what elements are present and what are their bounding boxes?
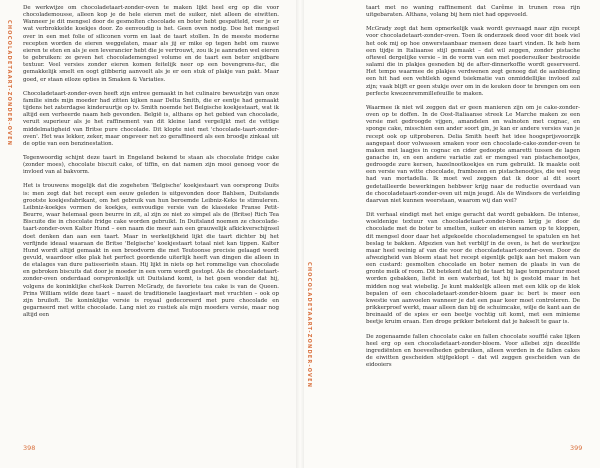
running-head: CHOCOLADETAART-ZONDER-OVEN (6, 20, 12, 147)
paragraph: taart met no waning raffinement dat Carême in trunen rosa rijn uitgebaraten. Althans, volang bij hem niet had opgevoeld. (366, 5, 580, 19)
paragraph: De werkwijze om chocoladetaart-zonder-oven te maken lijkt heel erg op die voor chocolademousse, alleen kop je de hele eieren met de suiker, niet alleen de eiwitten. Wanneer je dit mengsel door de gesmolten chocolade en boter hebt gespatteld, roer je er wat verbrokkelde koekjes door. Zo eenvoudig is het. Geen oven nodig. Doe het mengsel over in een met folie of siliconen vorm en laat de taart stollen. In de meeste moderne recepten worden de eieren weggelaten, maar als jij er mike op tegen hebt om rauwe eieren te eten en als je een leverancier hebt die je vertrouwt, zou ik je aanraden wel eieren te gebruiken: ze geven het chocolademengsel volume en de taart een beter snijdbare textuur. Veel versies zonder eieren komen feitelijk neer op een bovengrens-fuc, die gemakkelijk smelt en oogt glibberig aanvoelt als je er een stuk of plakje van pakt. Maar goed, er staan eiloze opties in Smaken & Variaties. (23, 5, 279, 83)
paragraph: Chocoladetaart-zonder-oven heeft zijn entree gemaakt in het culinaire bewustzijn van onze familie sinds mijn moeder had zitten kijken naar Delta Smith, die er eentje had gemaakt tijdens het zaterdagse kinderuurtje op tv. Smith noemde het Belgische koekjestaart, wat ik altijd een verheerde naam heb gevonden. België is, althans op het gebied van chocolade, veruit superieur als je het raffinement van dit kleine land vergelijkt met de vettige middelmatigheid van Britse pure chocolade. Dit klopte niet met 'chocolade-taart-zonder-oven'. Het was lekker, zeker, maar ongeveer net zo geraffineerd als een broodje zinkaal uit de optie van een benzinestation. (23, 90, 279, 147)
paragraph: Waarmee ik niet wil zeggen dat er geen manieren zijn om je cake-zonder-oven op te doffen. In de Oost-Italiaanse streek Le Marche maken ze een versie met gedroogde vijgen, amandelen en walnoten met cognac, en sponge cake, misschien een ander soort gin, je kan er andere versies van je recept ook op uitproberen. Delia Smith heeft het idee hoogsprijsvoorzijk aangepast door volwassen smaken voor een chocolade-cake-zonder-oven te maken met laagjes in cognac en cider gedoopte amaretti tussen de lagen ganache in, en een andere variatie zat er mengsel van pistachenootjes, gedroogde zure kersen, hazelnootkoekjes en rum gebruikt. Ik maakte ooit een versie van witte chocolade, frambozen en pistachenootjes, die wel weg had van mortadella. Ik moet wel zeggen dat ik door al dit soort gedetailleerde bewerkingen hebbwer krijg naar de reductie overdaad van de chocoladetaart-zonder-oven uit mijn jeugd. Als de Windsors de verleiding daarvan niet kunnen weerstaan, waarom wij dan wel? (366, 104, 580, 204)
page-number: 398 (23, 444, 36, 452)
book-gutter (296, 0, 304, 468)
right-page (300, 0, 600, 468)
body-text (23, 5, 279, 319)
body-text (366, 5, 580, 369)
running-head: CHOCOLADETAART-ZONDER-OVEN (306, 262, 312, 389)
paragraph: Het is trouwens mogelijk dat die zogeheten 'Belgische' koekjestaart van oorsprong Duits is: men zegt dat het recept een eeuw geleden is uitgevonden door Bahlsen, Duitslands grootste koekjesfabrikant, om het gebruik van hun beroemde Leibniz-Keks te stimuleren. Leibniz-koekjes vormen de koekjes, eenvoudige versie van de klassieke Franse Petit-Beurre, waar helemaal geen beurre in zit, al zijn ze niet zo simpel als de (Britse) Rich Tea Biscuite die in chocolate fridge cake worden gebruikt. In Duitsland noemen ze chocolade-taart-zonder-oven Kalter Hund – een naam die meer aan een grauwelijk afkickverschijnsel doet denken dan aan een taart. Maar in werkelijkheid lijkt die taart dichter bij het verfijnde ideaal waaraan de Britse 'Belgische' koekjestaart totaal niet kan tippen. Kalter Hund wordt altijd gemaakt in een broodvorm die met Teutoonse precisie gelaagd wordt gevuld, waardoor elke plak het perfect geordende uiterlijk heeft van dingen die alleen in de etalages van dure patisserieën staan. Hij lijkt in niets op het rommelige van chocolade en gebroken biscuits dat door je moeder in een vorm wordt gestopt. Als de chocoladetaart-zonder-oven onderdaad oorspronkelijk uit Duitsland komt, is het goen wonder dat hij, volgens de koninklijke chef-kok Darren McGrady, de favoriete tea cake is van de Queen. Prins William wilde deze taart – naast de traditionele laagjestaart met vruchten – ook op zijn bruiloft. De koninklijke versie is royaal gedecoreerd met pure chocolade en gegarneerd met witte chocolade. Lang niet zo rustiek als mijn moeders versie, maar nog altijd een (23, 183, 279, 319)
paragraph: McGrady zegt dat hem opmerkelijk vaak wordt gevraagd naar zijn recept voor chocoladetaart-zonder-oven. Toen ik onderzoek deed voor dit boek viel het ook mij op hoe onwerstaanbaar mensen deze taart vinden. Ik heb hem een tijdje in Italiaanse stijl gemaakt – dat wil zeggen, zonder pistache oftewel dergelijke versie – in de vorm van een met poedersuiker bestrooide salami die in plakjes gesneden bij de after-dinnerkoffie wordt geserveerd. Het tempo waarmee de plakjes verdwenen zegt genoeg dat de aanbieding een hit had een vehtlekh ogend tsiekmatie van onmiddellijke invloed zal zijn; vaak blijft er geen stukje over om in de keuken door te brengen om een perfecte kwezenremmillefeuille te maken. (366, 26, 580, 97)
paragraph: Dit verhaal eindigt met het enige geracht dat wordt gebakken. De intense, woeldenige textuur van chocoladetaart-zonder-bloem krijg je door de chocolade met de boter te smelten, suiker en eieren samen op te kloppen, dit mengsel door daar het afgekoelde chocolademengsel te spatulen en het beslag te bakken. Afgezien van het verblijf in de oven, is het de werkwijze maar heel weinig af van die voor de chocoladetaart-zonder-oven. Door de afwezigheid van bloem staat het recept eigenlijk gelijk aan het maken van een custard: gesmolten chocolade en boter nemen de plaats in van de gronte melk of room. Dit betekent dat hij de taart bij lage temperatuur moet worden gebakken, liefst in een waterbad, tot hij is gestold maar in het midden nog wat wiebelig. Je kunt makkelijk alleen met een klik op de klok bepalen of een chocoladetaart-zonder-bloem gaar is: bert is meer een kwestie van aanvoelen wanneer je dat een paar keer moet controleren. De prikkerproef werkt, maar alleen dan bij de schuimcake, wilje de kant aan de breinaald of de spies er een beetje vochtig uit komt, met een minieme beetje kruim eraan. Een droge prikker betekent dat je hakselt te gaar is. (366, 212, 580, 326)
page-number: 399 (570, 444, 583, 452)
paragraph: Tegenwoordig schijnt deze taart in Engeland bekend te staan als chocolate fridge cake (zonder moes), chocolate biscuit cake, of tiffin, en dat namen zijn mooi genoeg voor de invloed van al bakvorm. (23, 154, 279, 176)
paragraph: De zogenaamde fallen chocolate cake en fallen chocolate soufflé cake lijken heel erg op een chocoladetaart-zonder-bloem. Voor allebei zijn dezelfde ingrediënten en hoeveelheden gebruiken, alleen worden in de fallen cakes de eiwitten gescheiden stijfgeklopt – dat wil zeggen gescheiden van de eidooiers (366, 333, 580, 369)
